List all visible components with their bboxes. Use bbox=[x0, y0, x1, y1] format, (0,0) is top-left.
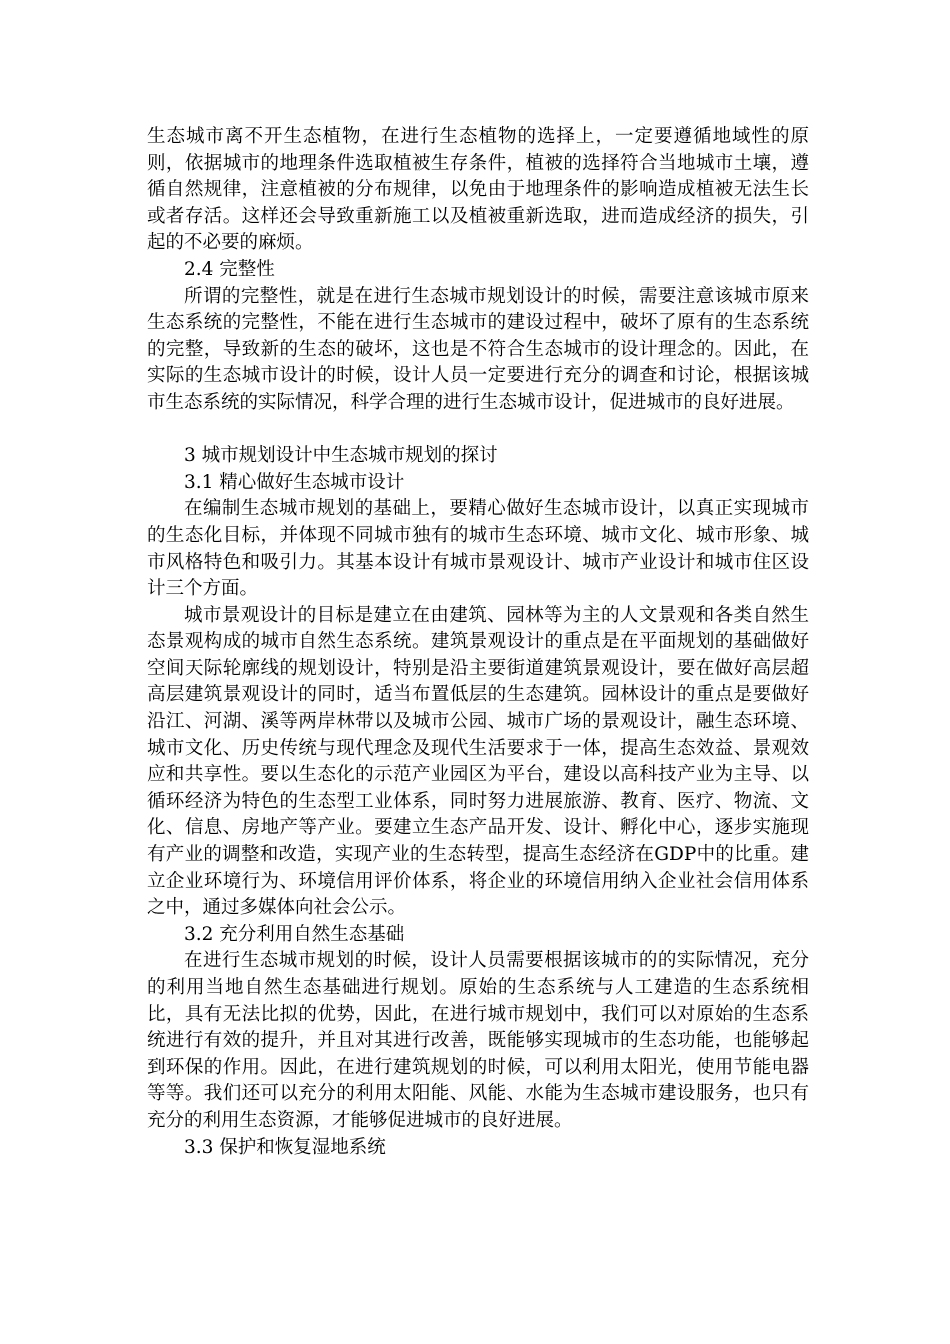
document-page bbox=[147, 124, 809, 1161]
heading-3: 3 城市规划设计中生态城市规划的探讨 bbox=[184, 445, 498, 467]
heading-3-3: 3.3 保护和恢复湿地系统 bbox=[184, 1136, 386, 1158]
paragraph-city-design: 在编制生态城市规划的基础上，要精心做好生态城市设计，以真正实现城市的生态化目标，并体现不同城市独有的城市生态环境、城市文化、城市形象、城市风格特色和吸引力。其基本设计有城市景观设计、城市产业设计和城市住区设计三个方面。 bbox=[147, 498, 809, 600]
paragraph-natural-basis: 在进行生态城市规划的时候，设计人员需要根据该城市的的实际情况，充分的利用当地自然生态基础进行规划。原始的生态系统与人工建造的生态系统相比，具有无法比拟的优势，因此，在进行城市规划中，我们可以对原始的生态系统进行有效的提升，并且对其进行改善，既能够实现城市的生态功能，也能够起到环保的作用。因此，在进行建筑规划的时候，可以利用太阳光，使用节能电器等等。我们还可以充分的利用太阳能、风能、水能为生态城市建设服务，也只有充分的利用生态资源，才能够促进城市的良好进展。 bbox=[147, 950, 809, 1131]
heading-3-1: 3.1 精心做好生态城市设计 bbox=[184, 471, 405, 493]
paragraph-gap bbox=[147, 417, 809, 444]
paragraph-plant-selection: 生态城市离不开生态植物，在进行生态植物的选择上，一定要遵循地域性的原则，依据城市的地理条件选取植被生存条件，植被的选择符合当地城市土壤，遵循自然规律，注意植被的分布规律，以免由于地理条件的影响造成植被无法生长或者存活。这样还会导致重新施工以及植被重新选取，进而造成经济的损失，引起的不必要的麻烦。 bbox=[147, 126, 809, 254]
heading-2-4: 2.4 完整性 bbox=[184, 258, 275, 280]
paragraph-integrity: 所谓的完整性，就是在进行生态城市规划设计的时候，需要注意该城市原来生态系统的完整性，不能在进行生态城市的建设过程中，破坏了原有的生态系统的完整，导致新的生态的破坏，这也是不符合生态城市的设计理念的。因此，在实际的生态城市设计的时候，设计人员一定要进行充分的调查和讨论，根据该城市生态系统的实际情况，科学合理的进行生态城市设计，促进城市的良好进展。 bbox=[147, 285, 809, 413]
heading-3-2: 3.2 充分利用自然生态基础 bbox=[184, 923, 405, 945]
paragraph-landscape-design: 城市景观设计的目标是建立在由建筑、园林等为主的人文景观和各类自然生态景观构成的城市自然生态系统。建筑景观设计的重点是在平面规划的基础做好空间天际轮廓线的规划设计，特别是沿主要街道建筑景观设计，要在做好高层超高层建筑景观设计的同时，适当布置低层的生态建筑。园林设计的重点是要做好沿江、河湖、溪等两岸林带以及城市公园、城市广场的景观设计，融生态环境、城市文化、历史传统与现代理念及现代生活要求于一体，提高生态效益、景观效应和共享性。要以生态化的示范产业园区为平台，建设以高科技产业为主导、以循环经济为特色的生态型工业体系，同时努力进展旅游、教育、医疗、物流、文化、信息、房地产等产业。要建立生态产品开发、设计、孵化中心，逐步实施现有产业的调整和改造，实现产业的生态转型，提高生态经济在GDP中的比重。建立企业环境行为、环境信用评价体系，将企业的环境信用纳入企业社会信用体系之中，通过多媒体向社会公示。 bbox=[147, 604, 809, 919]
